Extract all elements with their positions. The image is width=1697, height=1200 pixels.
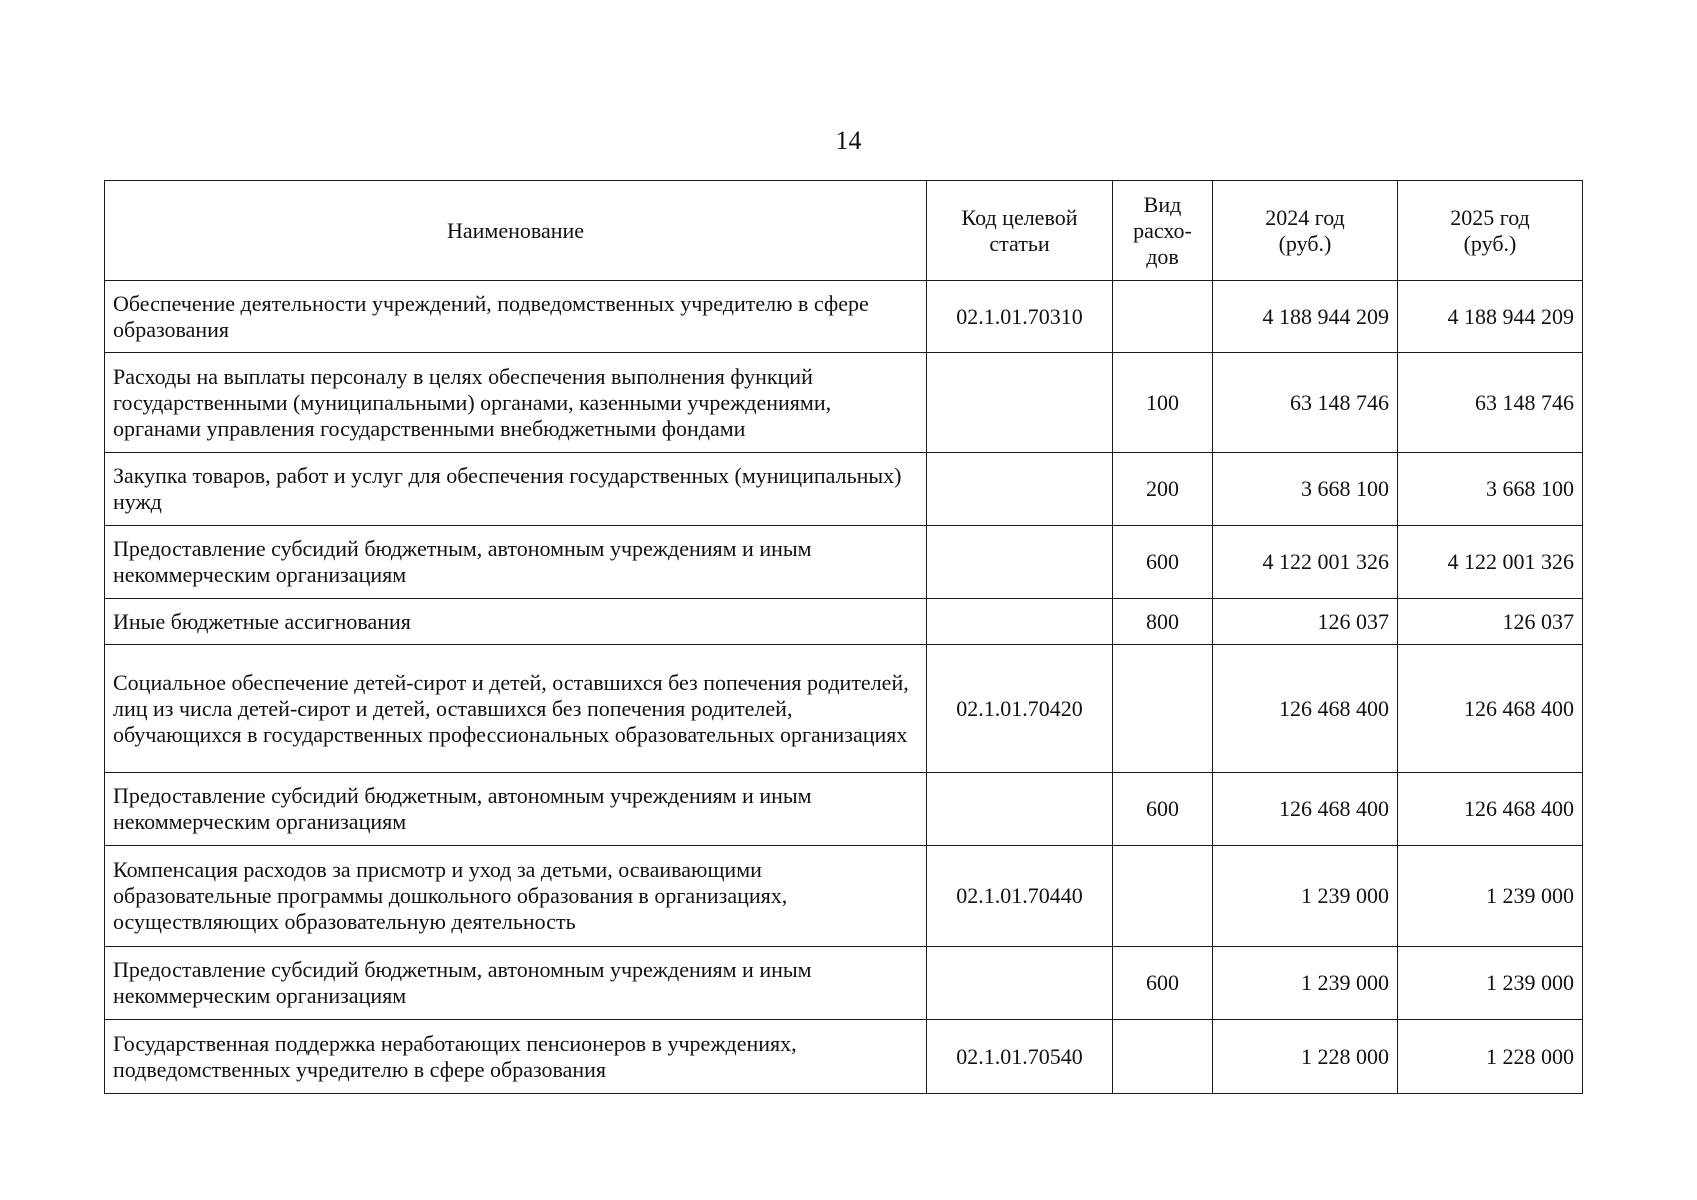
row-target-code [927, 599, 1113, 645]
table-row [105, 773, 1583, 846]
row-amount-2024: 126 037 [1213, 599, 1398, 645]
row-amount-2025: 126 037 [1398, 599, 1583, 645]
header-target-code: Код целевой статьи [927, 181, 1113, 281]
row-amount-2025: 63 148 746 [1398, 353, 1583, 453]
row-amount-2025: 126 468 400 [1398, 645, 1583, 773]
row-amount-2024: 1 228 000 [1213, 1020, 1398, 1094]
row-amount-2025: 4 122 001 326 [1398, 526, 1583, 599]
table-row [105, 1020, 1583, 1094]
row-expense-kind [1113, 846, 1213, 947]
row-name: Социальное обеспечение детей-сирот и детей, оставшихся без попечения родителей, лиц из числа детей-сирот и детей, оставшихся без попечения родителей, обучающихся в государственных профессиональных образовательных организациях [105, 645, 927, 773]
row-name: Предоставление субсидий бюджетным, автономным учреждениям и иным некоммерческим организациям [105, 947, 927, 1020]
table-row [105, 645, 1583, 773]
row-amount-2024: 4 122 001 326 [1213, 526, 1398, 599]
table-row [105, 846, 1583, 947]
row-amount-2025: 4 188 944 209 [1398, 281, 1583, 353]
row-expense-kind [1113, 1020, 1213, 1094]
row-name: Обеспечение деятельности учреждений, подведомственных учредителю в сфере образования [105, 281, 927, 353]
table-row [105, 599, 1583, 645]
header-year-2024: 2024 год (руб.) [1213, 181, 1398, 281]
row-amount-2025: 1 239 000 [1398, 846, 1583, 947]
row-expense-kind [1113, 645, 1213, 773]
row-target-code [927, 526, 1113, 599]
budget-table [104, 180, 1583, 1094]
row-name: Закупка товаров, работ и услуг для обеспечения государственных (муниципальных) нужд [105, 453, 927, 526]
table-header-row [105, 181, 1583, 281]
row-expense-kind: 800 [1113, 599, 1213, 645]
row-expense-kind: 200 [1113, 453, 1213, 526]
table-row [105, 281, 1583, 353]
row-target-code: 02.1.01.70440 [927, 846, 1113, 947]
row-amount-2024: 63 148 746 [1213, 353, 1398, 453]
row-amount-2024: 1 239 000 [1213, 947, 1398, 1020]
row-amount-2025: 3 668 100 [1398, 453, 1583, 526]
row-amount-2025: 126 468 400 [1398, 773, 1583, 846]
row-expense-kind: 600 [1113, 773, 1213, 846]
row-expense-kind [1113, 281, 1213, 353]
row-target-code: 02.1.01.70310 [927, 281, 1113, 353]
row-name: Иные бюджетные ассигнования [105, 599, 927, 645]
row-target-code [927, 353, 1113, 453]
page-number: 14 [835, 126, 862, 155]
table-row [105, 947, 1583, 1020]
row-name: Расходы на выплаты персоналу в целях обеспечения выполнения функций государственными (муниципальными) органами, казенными учреждениями, органами управления государственными внебюджетными фондами [105, 353, 927, 453]
table-row [105, 353, 1583, 453]
row-target-code [927, 773, 1113, 846]
row-expense-kind: 600 [1113, 526, 1213, 599]
row-name: Предоставление субсидий бюджетным, автономным учреждениям и иным некоммерческим организациям [105, 773, 927, 846]
row-amount-2024: 4 188 944 209 [1213, 281, 1398, 353]
header-year-2025: 2025 год (руб.) [1398, 181, 1583, 281]
header-name: Наименование [105, 181, 927, 281]
row-name: Государственная поддержка неработающих пенсионеров в учреждениях, подведомственных учредителю в сфере образования [105, 1020, 927, 1094]
row-name: Компенсация расходов за присмотр и уход за детьми, осваивающими образовательные программы дошкольного образования в организациях, осуществляющих образовательную деятельность [105, 846, 927, 947]
row-name: Предоставление субсидий бюджетным, автономным учреждениям и иным некоммерческим организациям [105, 526, 927, 599]
header-expense-kind: Вид расхо- дов [1113, 181, 1213, 281]
row-amount-2025: 1 228 000 [1398, 1020, 1583, 1094]
row-expense-kind: 600 [1113, 947, 1213, 1020]
row-amount-2024: 126 468 400 [1213, 645, 1398, 773]
row-target-code [927, 947, 1113, 1020]
row-amount-2024: 126 468 400 [1213, 773, 1398, 846]
row-target-code [927, 453, 1113, 526]
row-target-code: 02.1.01.70540 [927, 1020, 1113, 1094]
row-amount-2024: 3 668 100 [1213, 453, 1398, 526]
row-amount-2024: 1 239 000 [1213, 846, 1398, 947]
row-target-code: 02.1.01.70420 [927, 645, 1113, 773]
table-row [105, 453, 1583, 526]
row-amount-2025: 1 239 000 [1398, 947, 1583, 1020]
row-expense-kind: 100 [1113, 353, 1213, 453]
table-row [105, 526, 1583, 599]
